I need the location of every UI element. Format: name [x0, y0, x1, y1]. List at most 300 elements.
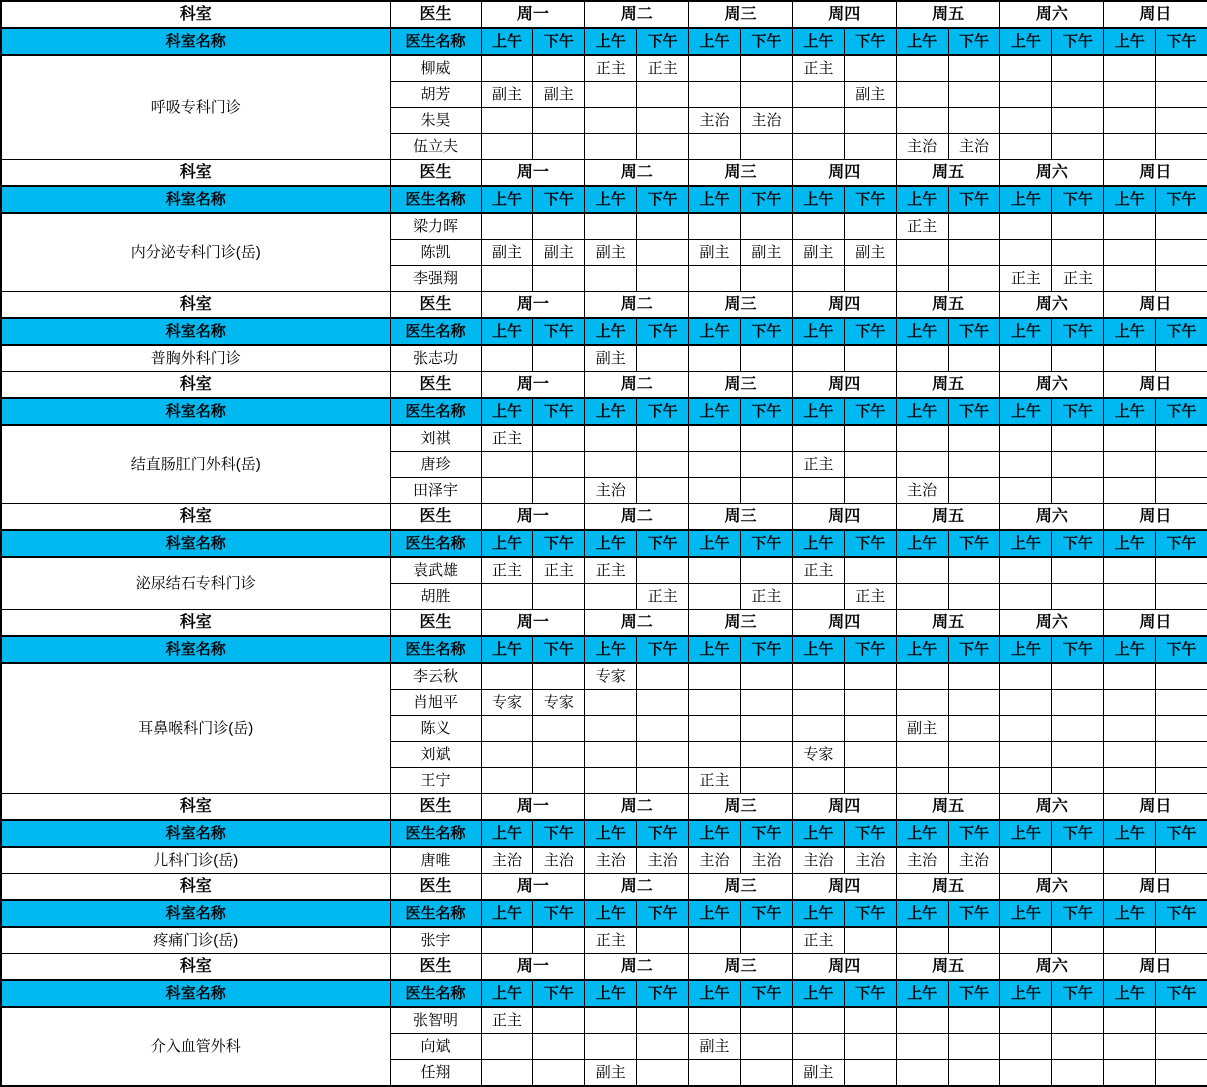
- schedule-cell: [792, 108, 844, 134]
- pm-subheader: 下午: [637, 530, 689, 557]
- schedule-cell: 正主: [481, 557, 533, 584]
- schedule-cell: 正主: [637, 584, 689, 610]
- schedule-cell: [481, 134, 533, 160]
- doctor-schedule-row: [1, 425, 1207, 452]
- pm-subheader: 下午: [740, 980, 792, 1007]
- schedule-cell: [637, 108, 689, 134]
- schedule-cell: [1000, 1034, 1052, 1060]
- schedule-cell: [1052, 108, 1104, 134]
- schedule-cell: [1000, 557, 1052, 584]
- schedule-cell: [948, 345, 1000, 372]
- section-header-row: [1, 160, 1207, 187]
- schedule-cell: [1156, 266, 1207, 292]
- doctor-name-cell: 肖旭平: [390, 690, 481, 716]
- am-subheader: 上午: [896, 530, 948, 557]
- schedule-cell: [637, 134, 689, 160]
- doctor-column-header: 医生: [390, 954, 481, 981]
- am-subheader: 上午: [896, 900, 948, 927]
- am-subheader: 上午: [481, 900, 533, 927]
- schedule-cell: [844, 134, 896, 160]
- day-column-header: 周日: [1104, 292, 1207, 319]
- schedule-cell: 正主: [637, 55, 689, 82]
- am-subheader: 上午: [896, 186, 948, 213]
- schedule-cell: [948, 927, 1000, 954]
- schedule-cell: [896, 108, 948, 134]
- schedule-cell: [896, 266, 948, 292]
- doctor-column-header: 医生: [390, 504, 481, 531]
- section-subheader-row: [1, 980, 1207, 1007]
- schedule-cell: 副主: [844, 240, 896, 266]
- am-subheader: 上午: [585, 636, 637, 663]
- schedule-cell: [689, 742, 741, 768]
- dept-name-subheader: 科室名称: [1, 820, 390, 847]
- am-subheader: 上午: [896, 28, 948, 55]
- schedule-cell: [637, 1060, 689, 1087]
- schedule-cell: [1104, 1060, 1156, 1087]
- dept-column-header: 科室: [1, 874, 390, 901]
- doctor-column-header: 医生: [390, 1, 481, 28]
- doctor-name-cell: 李强翔: [390, 266, 481, 292]
- schedule-cell: 主治: [740, 108, 792, 134]
- schedule-cell: [844, 213, 896, 240]
- schedule-cell: [533, 584, 585, 610]
- schedule-cell: [1104, 266, 1156, 292]
- doctor-name-subheader: 医生名称: [390, 186, 481, 213]
- schedule-cell: 主治: [844, 847, 896, 874]
- schedule-cell: [792, 690, 844, 716]
- schedule-cell: [948, 768, 1000, 794]
- day-column-header: 周五: [896, 504, 1000, 531]
- schedule-cell: 副主: [533, 82, 585, 108]
- doctor-column-header: 医生: [390, 372, 481, 399]
- schedule-cell: 副主: [792, 1060, 844, 1087]
- schedule-cell: [1000, 742, 1052, 768]
- schedule-cell: [844, 690, 896, 716]
- doctor-schedule-row: [1, 557, 1207, 584]
- doctor-name-cell: 张志功: [390, 345, 481, 372]
- schedule-cell: 主治: [689, 108, 741, 134]
- schedule-cell: 副主: [533, 240, 585, 266]
- pm-subheader: 下午: [844, 318, 896, 345]
- schedule-cell: [533, 452, 585, 478]
- schedule-cell: [740, 425, 792, 452]
- dept-column-header: 科室: [1, 372, 390, 399]
- schedule-cell: [740, 55, 792, 82]
- schedule-cell: [585, 690, 637, 716]
- day-column-header: 周三: [689, 610, 793, 637]
- section-subheader-row: [1, 318, 1207, 345]
- schedule-cell: 正主: [1052, 266, 1104, 292]
- am-subheader: 上午: [896, 398, 948, 425]
- schedule-cell: 正主: [1000, 266, 1052, 292]
- am-subheader: 上午: [1104, 28, 1156, 55]
- schedule-cell: [481, 1034, 533, 1060]
- schedule-cell: [1104, 240, 1156, 266]
- schedule-cell: 主治: [740, 847, 792, 874]
- schedule-cell: [481, 716, 533, 742]
- schedule-cell: [585, 425, 637, 452]
- doctor-schedule-row: [1, 927, 1207, 954]
- schedule-cell: [689, 1007, 741, 1034]
- schedule-cell: [481, 55, 533, 82]
- day-column-header: 周二: [585, 610, 689, 637]
- day-column-header: 周一: [481, 160, 585, 187]
- am-subheader: 上午: [689, 318, 741, 345]
- pm-subheader: 下午: [740, 530, 792, 557]
- schedule-cell: [637, 927, 689, 954]
- doctor-name-cell: 胡胜: [390, 584, 481, 610]
- schedule-cell: 正主: [792, 557, 844, 584]
- section-header-row: [1, 874, 1207, 901]
- schedule-cell: [792, 345, 844, 372]
- schedule-cell: [481, 345, 533, 372]
- schedule-cell: [948, 266, 1000, 292]
- schedule-cell: [637, 716, 689, 742]
- schedule-cell: [585, 266, 637, 292]
- schedule-cell: [1104, 213, 1156, 240]
- am-subheader: 上午: [1000, 530, 1052, 557]
- day-column-header: 周三: [689, 504, 793, 531]
- schedule-cell: 主治: [585, 478, 637, 504]
- schedule-cell: [1052, 425, 1104, 452]
- schedule-cell: [844, 55, 896, 82]
- schedule-cell: [1000, 690, 1052, 716]
- section-subheader-row: [1, 636, 1207, 663]
- schedule-cell: [533, 345, 585, 372]
- schedule-cell: [792, 1034, 844, 1060]
- schedule-cell: [1104, 927, 1156, 954]
- am-subheader: 上午: [689, 530, 741, 557]
- section-subheader-row: [1, 186, 1207, 213]
- pm-subheader: 下午: [740, 398, 792, 425]
- schedule-cell: [1052, 213, 1104, 240]
- schedule-cell: [844, 478, 896, 504]
- doctor-name-subheader: 医生名称: [390, 318, 481, 345]
- dept-column-header: 科室: [1, 504, 390, 531]
- schedule-cell: [533, 55, 585, 82]
- schedule-cell: 正主: [585, 927, 637, 954]
- schedule-cell: [481, 213, 533, 240]
- section-subheader-row: [1, 398, 1207, 425]
- schedule-cell: [740, 1007, 792, 1034]
- day-column-header: 周四: [792, 794, 896, 821]
- department-cell: 泌尿结石专科门诊: [1, 557, 390, 610]
- schedule-cell: [740, 1060, 792, 1087]
- schedule-cell: [948, 478, 1000, 504]
- schedule-cell: [1052, 584, 1104, 610]
- am-subheader: 上午: [585, 28, 637, 55]
- day-column-header: 周四: [792, 292, 896, 319]
- pm-subheader: 下午: [740, 636, 792, 663]
- day-column-header: 周二: [585, 372, 689, 399]
- schedule-cell: [1000, 345, 1052, 372]
- schedule-cell: [844, 663, 896, 690]
- schedule-cell: [1104, 134, 1156, 160]
- pm-subheader: 下午: [533, 186, 585, 213]
- day-column-header: 周二: [585, 160, 689, 187]
- section-header-row: [1, 610, 1207, 637]
- day-column-header: 周四: [792, 160, 896, 187]
- schedule-cell: [637, 213, 689, 240]
- department-cell: 呼吸专科门诊: [1, 55, 390, 160]
- dept-name-subheader: 科室名称: [1, 530, 390, 557]
- schedule-cell: [637, 768, 689, 794]
- schedule-cell: 正主: [585, 557, 637, 584]
- am-subheader: 上午: [689, 636, 741, 663]
- schedule-cell: 正主: [689, 768, 741, 794]
- am-subheader: 上午: [792, 530, 844, 557]
- schedule-cell: 正主: [481, 425, 533, 452]
- doctor-name-subheader: 医生名称: [390, 900, 481, 927]
- day-column-header: 周三: [689, 372, 793, 399]
- day-column-header: 周三: [689, 874, 793, 901]
- schedule-cell: [481, 663, 533, 690]
- schedule-cell: [948, 55, 1000, 82]
- am-subheader: 上午: [792, 980, 844, 1007]
- schedule-cell: [1052, 82, 1104, 108]
- schedule-cell: [1104, 452, 1156, 478]
- pm-subheader: 下午: [533, 636, 585, 663]
- schedule-cell: [689, 584, 741, 610]
- schedule-cell: [689, 55, 741, 82]
- schedule-cell: [689, 266, 741, 292]
- schedule-cell: 主治: [792, 847, 844, 874]
- pm-subheader: 下午: [948, 820, 1000, 847]
- am-subheader: 上午: [792, 28, 844, 55]
- day-column-header: 周五: [896, 794, 1000, 821]
- schedule-cell: 正主: [481, 1007, 533, 1034]
- schedule-cell: 专家: [792, 742, 844, 768]
- schedule-cell: [740, 927, 792, 954]
- day-column-header: 周日: [1104, 794, 1207, 821]
- am-subheader: 上午: [689, 820, 741, 847]
- schedule-cell: [533, 108, 585, 134]
- pm-subheader: 下午: [1156, 28, 1207, 55]
- schedule-cell: 正主: [585, 55, 637, 82]
- doctor-name-cell: 张智明: [390, 1007, 481, 1034]
- am-subheader: 上午: [481, 398, 533, 425]
- dept-column-header: 科室: [1, 292, 390, 319]
- am-subheader: 上午: [1000, 820, 1052, 847]
- schedule-cell: [585, 742, 637, 768]
- dept-name-subheader: 科室名称: [1, 28, 390, 55]
- section-subheader-row: [1, 28, 1207, 55]
- pm-subheader: 下午: [740, 28, 792, 55]
- day-column-header: 周三: [689, 794, 793, 821]
- schedule-cell: [533, 266, 585, 292]
- schedule-cell: 副主: [844, 82, 896, 108]
- schedule-cell: [792, 716, 844, 742]
- schedule-cell: 正主: [896, 213, 948, 240]
- pm-subheader: 下午: [1052, 636, 1104, 663]
- schedule-cell: [481, 742, 533, 768]
- pm-subheader: 下午: [1052, 398, 1104, 425]
- schedule-cell: [1156, 716, 1207, 742]
- am-subheader: 上午: [481, 820, 533, 847]
- schedule-cell: [585, 584, 637, 610]
- day-column-header: 周二: [585, 874, 689, 901]
- schedule-cell: [844, 1060, 896, 1087]
- am-subheader: 上午: [792, 398, 844, 425]
- schedule-cell: [844, 557, 896, 584]
- schedule-cell: [585, 108, 637, 134]
- doctor-name-cell: 柳威: [390, 55, 481, 82]
- am-subheader: 上午: [792, 186, 844, 213]
- am-subheader: 上午: [585, 398, 637, 425]
- pm-subheader: 下午: [844, 186, 896, 213]
- doctor-name-subheader: 医生名称: [390, 820, 481, 847]
- doctor-schedule-row: [1, 55, 1207, 82]
- pm-subheader: 下午: [533, 318, 585, 345]
- section-header-row: [1, 292, 1207, 319]
- pm-subheader: 下午: [740, 318, 792, 345]
- schedule-cell: [1156, 108, 1207, 134]
- schedule-cell: [533, 716, 585, 742]
- schedule-cell: [1156, 927, 1207, 954]
- schedule-cell: [844, 716, 896, 742]
- schedule-cell: 正主: [792, 927, 844, 954]
- pm-subheader: 下午: [637, 820, 689, 847]
- schedule-cell: 专家: [585, 663, 637, 690]
- schedule-cell: [896, 768, 948, 794]
- department-cell: 内分泌专科门诊(岳): [1, 213, 390, 292]
- doctor-name-subheader: 医生名称: [390, 980, 481, 1007]
- schedule-cell: [896, 452, 948, 478]
- schedule-cell: [689, 213, 741, 240]
- doctor-name-cell: 唐唯: [390, 847, 481, 874]
- day-column-header: 周五: [896, 874, 1000, 901]
- day-column-header: 周五: [896, 954, 1000, 981]
- doctor-name-cell: 伍立夫: [390, 134, 481, 160]
- schedule-cell: [896, 1007, 948, 1034]
- schedule-cell: [689, 663, 741, 690]
- schedule-cell: [533, 927, 585, 954]
- schedule-cell: 主治: [948, 134, 1000, 160]
- schedule-cell: [585, 452, 637, 478]
- schedule-cell: [533, 1007, 585, 1034]
- am-subheader: 上午: [689, 28, 741, 55]
- doctor-name-cell: 向斌: [390, 1034, 481, 1060]
- am-subheader: 上午: [792, 318, 844, 345]
- am-subheader: 上午: [1104, 900, 1156, 927]
- doctor-name-cell: 刘祺: [390, 425, 481, 452]
- schedule-cell: [740, 134, 792, 160]
- schedule-cell: [792, 768, 844, 794]
- schedule-cell: 专家: [481, 690, 533, 716]
- schedule-cell: [1156, 742, 1207, 768]
- schedule-cell: 主治: [948, 847, 1000, 874]
- schedule-cell: [1104, 1007, 1156, 1034]
- am-subheader: 上午: [1000, 186, 1052, 213]
- department-cell: 疼痛门诊(岳): [1, 927, 390, 954]
- schedule-cell: [1000, 55, 1052, 82]
- schedule-cell: [948, 108, 1000, 134]
- am-subheader: 上午: [585, 980, 637, 1007]
- schedule-cell: [1156, 584, 1207, 610]
- schedule-cell: [585, 134, 637, 160]
- schedule-cell: [740, 452, 792, 478]
- schedule-cell: [585, 213, 637, 240]
- schedule-cell: [948, 716, 1000, 742]
- schedule-cell: [1000, 847, 1052, 874]
- schedule-cell: 主治: [533, 847, 585, 874]
- schedule-cell: [637, 452, 689, 478]
- am-subheader: 上午: [1104, 186, 1156, 213]
- schedule-cell: [1000, 584, 1052, 610]
- schedule-cell: [1156, 240, 1207, 266]
- pm-subheader: 下午: [1156, 318, 1207, 345]
- schedule-cell: [637, 266, 689, 292]
- day-column-header: 周三: [689, 292, 793, 319]
- doctor-name-cell: 任翔: [390, 1060, 481, 1087]
- day-column-header: 周六: [1000, 372, 1104, 399]
- schedule-cell: [1000, 716, 1052, 742]
- pm-subheader: 下午: [948, 900, 1000, 927]
- schedule-cell: 主治: [896, 847, 948, 874]
- day-column-header: 周六: [1000, 160, 1104, 187]
- schedule-cell: [1052, 1007, 1104, 1034]
- schedule-cell: [637, 478, 689, 504]
- schedule-cell: [948, 452, 1000, 478]
- schedule-cell: 主治: [637, 847, 689, 874]
- schedule-cell: [844, 266, 896, 292]
- schedule-cell: 主治: [896, 478, 948, 504]
- schedule-cell: [637, 345, 689, 372]
- doctor-name-cell: 唐珍: [390, 452, 481, 478]
- schedule-cell: [689, 927, 741, 954]
- pm-subheader: 下午: [844, 398, 896, 425]
- day-column-header: 周六: [1000, 954, 1104, 981]
- schedule-cell: 正主: [740, 584, 792, 610]
- schedule-cell: [896, 1060, 948, 1087]
- schedule-cell: 副主: [689, 1034, 741, 1060]
- doctor-column-header: 医生: [390, 794, 481, 821]
- schedule-cell: [1052, 345, 1104, 372]
- doctor-column-header: 医生: [390, 292, 481, 319]
- schedule-cell: [1052, 240, 1104, 266]
- section-header-row: [1, 954, 1207, 981]
- section-subheader-row: [1, 820, 1207, 847]
- pm-subheader: 下午: [533, 980, 585, 1007]
- am-subheader: 上午: [1104, 636, 1156, 663]
- department-cell: 儿科门诊(岳): [1, 847, 390, 874]
- dept-column-header: 科室: [1, 954, 390, 981]
- schedule-cell: [740, 690, 792, 716]
- am-subheader: 上午: [689, 186, 741, 213]
- schedule-cell: [896, 82, 948, 108]
- schedule-cell: [533, 213, 585, 240]
- schedule-cell: 副主: [792, 240, 844, 266]
- day-column-header: 周二: [585, 794, 689, 821]
- day-column-header: 周三: [689, 160, 793, 187]
- day-column-header: 周一: [481, 504, 585, 531]
- schedule-cell: [637, 557, 689, 584]
- schedule-cell: [585, 1007, 637, 1034]
- day-column-header: 周三: [689, 1, 793, 28]
- am-subheader: 上午: [1000, 636, 1052, 663]
- schedule-cell: 副主: [481, 82, 533, 108]
- am-subheader: 上午: [1104, 820, 1156, 847]
- schedule-cell: 副主: [585, 240, 637, 266]
- schedule-cell: [585, 768, 637, 794]
- dept-name-subheader: 科室名称: [1, 636, 390, 663]
- schedule-cell: [792, 266, 844, 292]
- schedule-cell: [948, 690, 1000, 716]
- schedule-cell: [844, 345, 896, 372]
- pm-subheader: 下午: [533, 530, 585, 557]
- schedule-cell: [1052, 663, 1104, 690]
- doctor-column-header: 医生: [390, 874, 481, 901]
